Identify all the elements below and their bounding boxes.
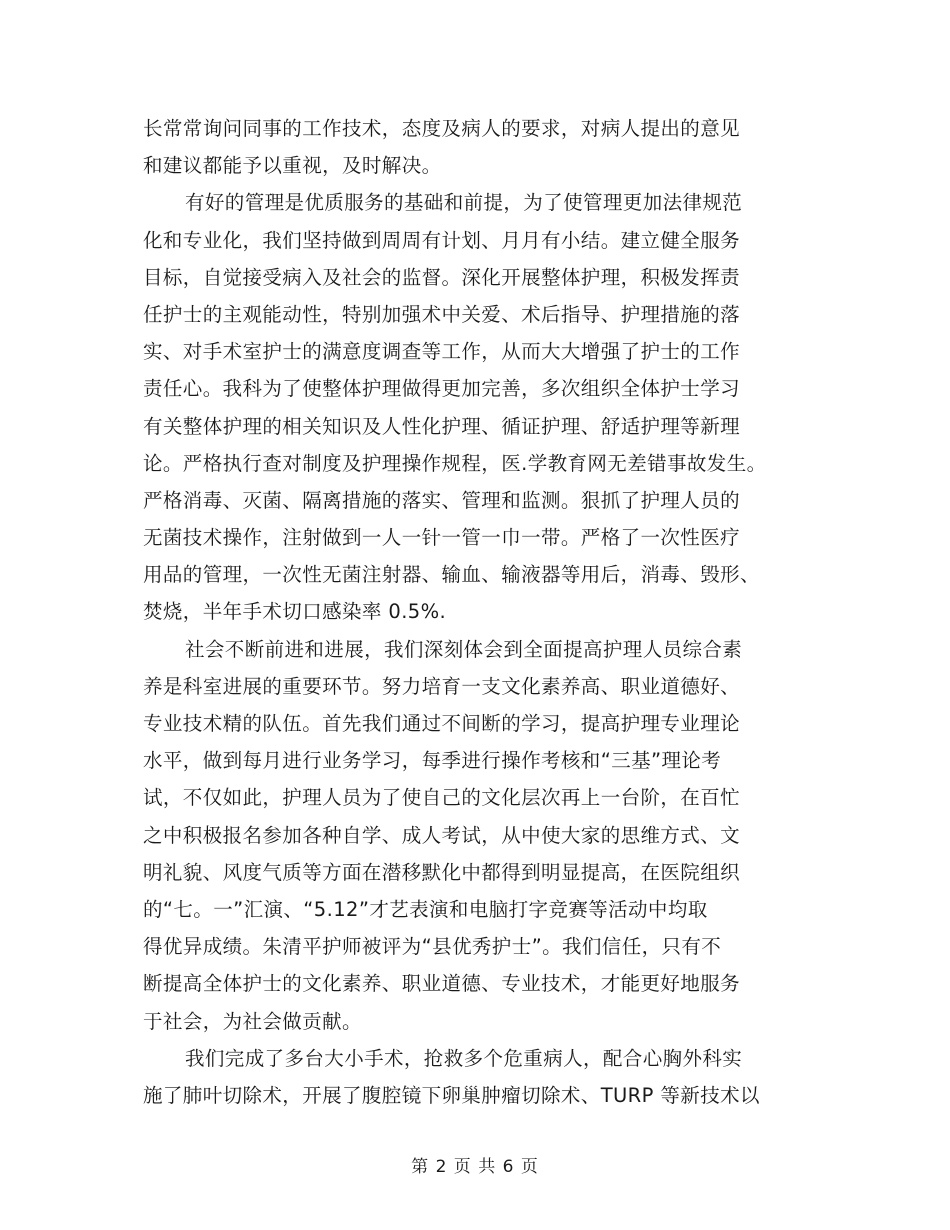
text-line: 有关整体护理的相关知识及人性化护理、循证护理、舒适护理等新理	[143, 414, 741, 438]
text-line: 专业技术精的队伍。首先我们通过不间断的学习，提高护理专业理论	[143, 712, 741, 735]
text-line: 养是科室进展的重要环节。努力培育一支文化素养高、职业道德好、	[143, 674, 741, 698]
text-line: 于社会，为社会做贡献。	[143, 1009, 362, 1033]
text-line: 实、对手术室护士的满意度调查等工作，从而大大增强了护士的工作	[143, 340, 741, 364]
text-line: 长常常询问同事的工作技术，态度及病人的要求，对病人提出的意见	[143, 117, 741, 140]
text-line: 明礼貌、风度气质等方面在潜移默化中都得到明显提高，在医院组织	[143, 860, 741, 884]
text-line: 用品的管理，一次性无菌注射器、输血、输液器等用后，消毒、毁形、	[143, 563, 760, 587]
text-line: 之中积极报名参加各种自学、成人考试，从中使大家的思维方式、文	[143, 823, 741, 847]
page-number-footer: 第 2 页 共 6 页	[411, 1157, 539, 1177]
text-line: 焚烧，半年手术切口感染率 0.5%.	[143, 600, 447, 624]
text-line: 得优异成绩。朱清平护师被评为“县优秀护士”。我们信任，只有不	[143, 935, 722, 959]
text-line: 论。严格执行查对制度及护理操作规程，医.学教育网无差错事故发生。	[143, 451, 767, 475]
text-line: 任护士的主观能动性，特别加强术中关爱、术后指导、护理措施的落	[143, 302, 741, 326]
text-line: 和建议都能予以重视，及时解决。	[143, 154, 442, 178]
body-text	[143, 110, 843, 1114]
text-line: 严格消毒、灭菌、隔离措施的落实、管理和监测。狠抓了护理人员的	[143, 488, 741, 512]
text-line: 目标，自觉接受病入及社会的监督。深化开展整体护理，积极发挥责	[143, 265, 741, 289]
text-line: 施了肺叶切除术，开展了腹腔镜下卵巢肿瘤切除术、TURP 等新技术以	[143, 1083, 760, 1107]
text-line: 责任心。我科为了使整体护理做得更加完善，多次组织全体护士学习	[143, 377, 741, 401]
text-line: 无菌技术操作，注射做到一人一针一管一巾一带。严格了一次性医疗	[143, 526, 741, 550]
text-line: 断提高全体护士的文化素养、职业道德、专业技术，才能更好地服务	[143, 972, 741, 996]
text-line: 化和专业化，我们坚持做到周周有计划、月月有小结。建立健全服务	[143, 228, 741, 252]
text-line: 试，不仅如此，护理人员为了使自己的文化层次再上一台阶，在百忙	[143, 786, 741, 810]
paragraph-start-line: 我们完成了多台大小手术，抢救多个危重病人，配合心胸外科实	[185, 1046, 743, 1070]
text-line: 的“七。一”汇演、“5.12”才艺表演和电脑打字竞赛等活动中均取	[143, 897, 708, 921]
text-line: 水平，做到每月进行业务学习，每季进行操作考核和“三基”理论考	[143, 749, 722, 773]
paragraph-start-line: 社会不断前进和进展，我们深刻体会到全面提高护理人员综合素	[185, 637, 743, 661]
paragraph-start-line: 有好的管理是优质服务的基础和前提，为了使管理更加法律规范	[185, 191, 743, 215]
